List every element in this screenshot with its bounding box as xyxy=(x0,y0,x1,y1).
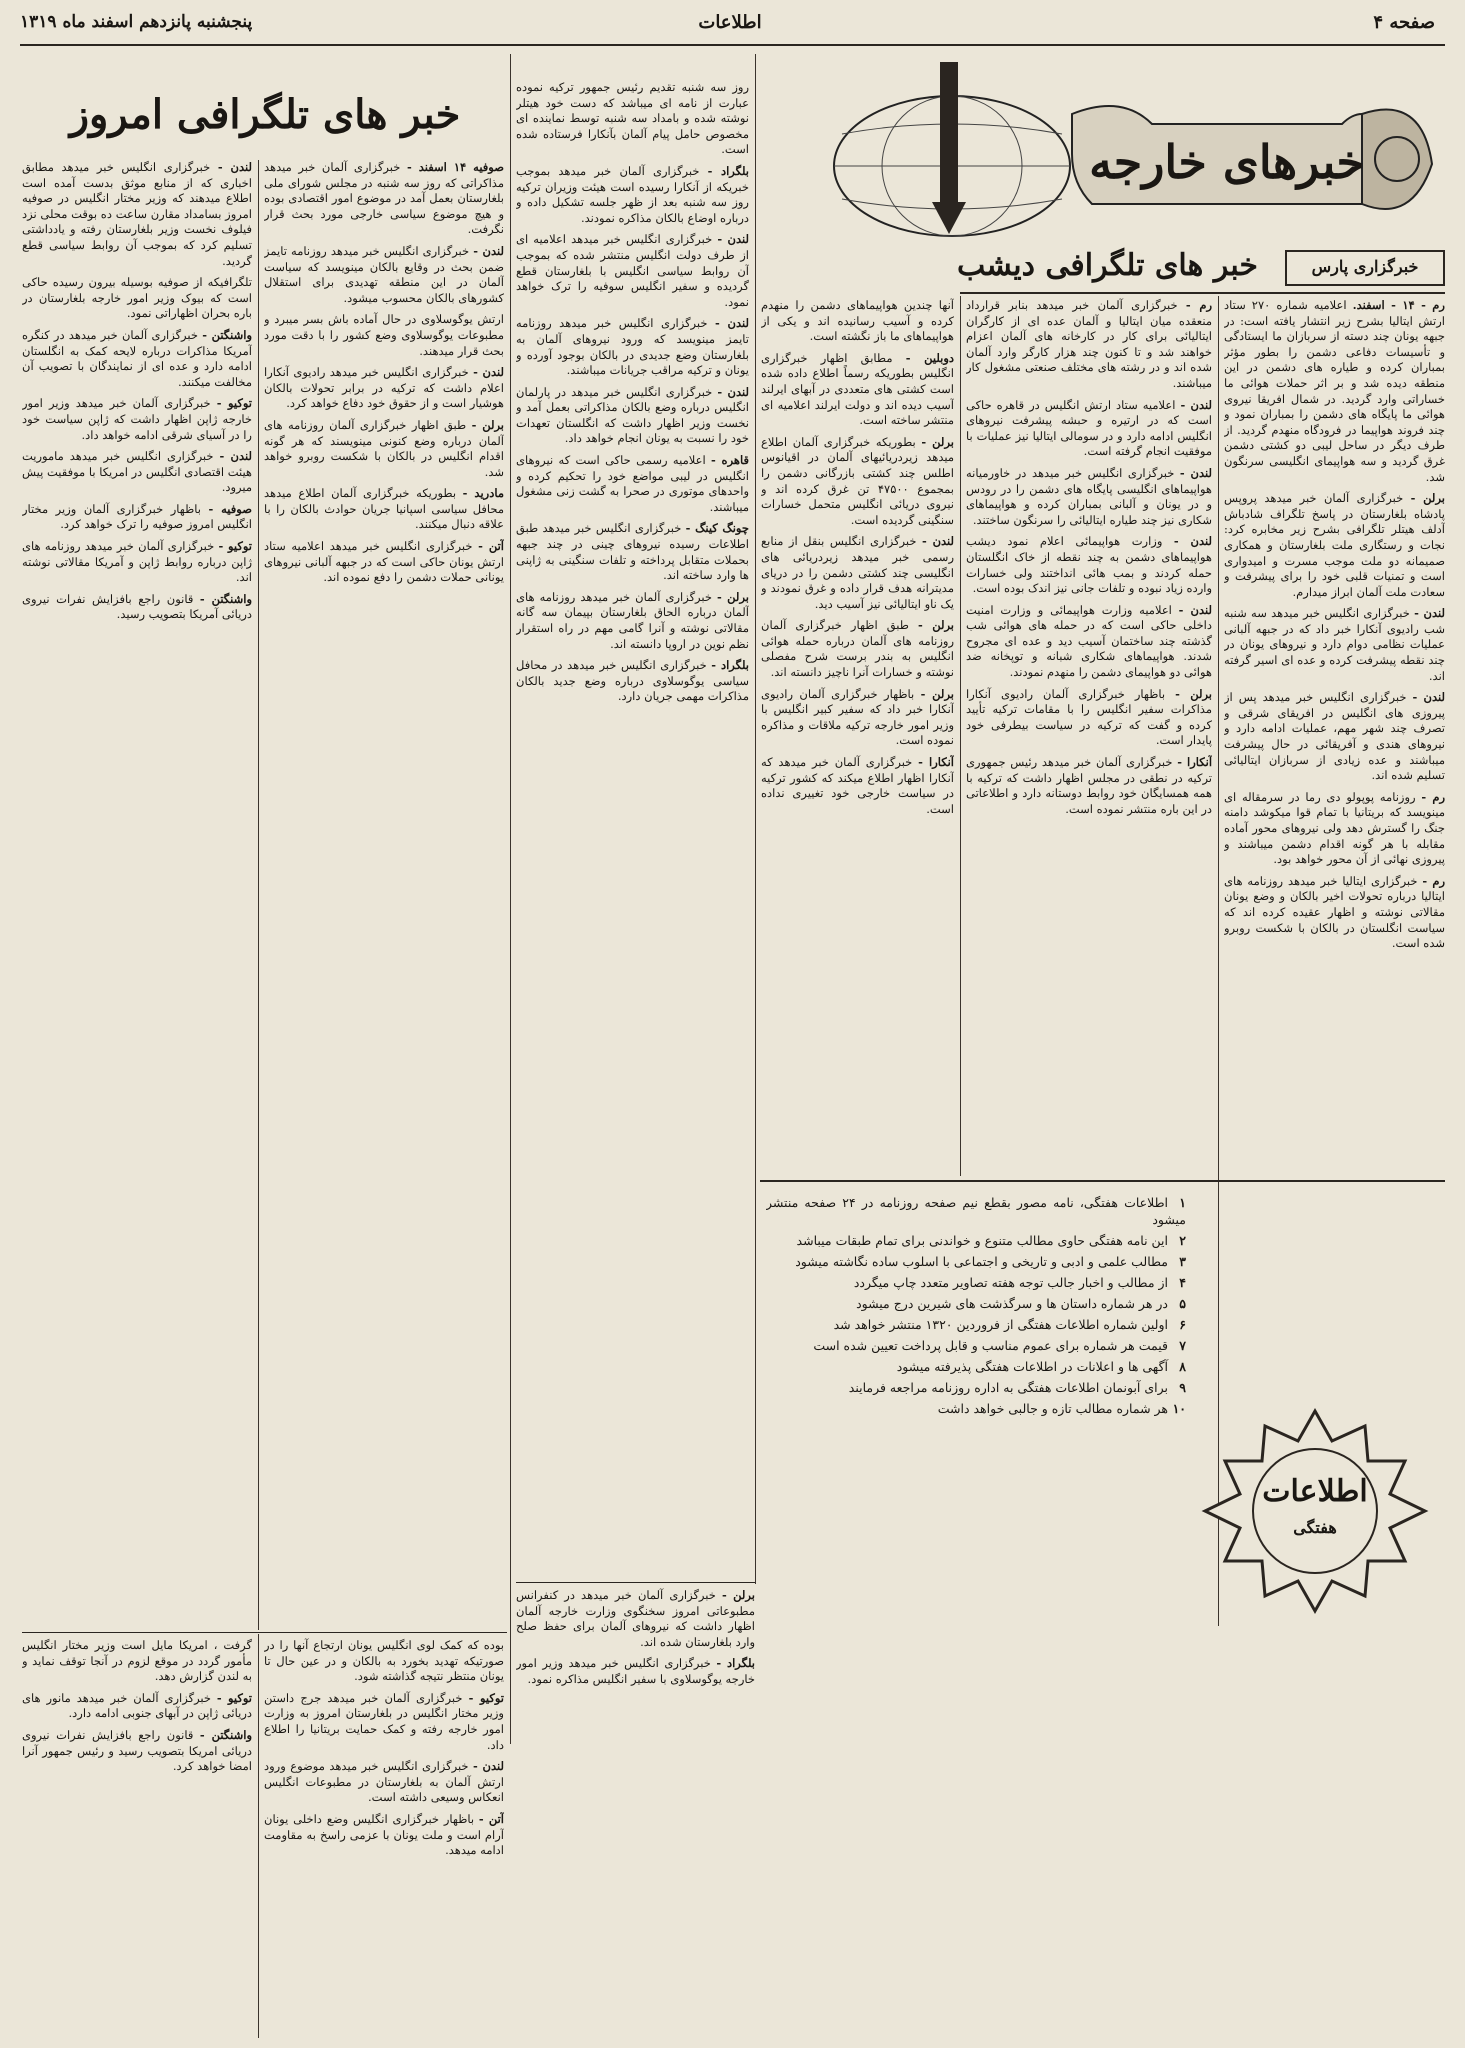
news-item xyxy=(264,312,504,359)
news-body: خبرگزاری آلمان خبر میدهد وزیر امور خارجه ژاپن اظهار داشت که ژاپن سیاست خود را در آسیای شرقی ادامه خواهد داد. xyxy=(22,396,252,442)
news-body: خبرگزاری ایتالیا خبر میدهد روزنامه های ایتالیا درباره تحولات اخیر بالکان و وضع یونان مقالاتی نوشته و اظهار عقیده کرده اند که سیاست انگلستان در بالکان با شکست روبرو شده است. xyxy=(1224,873,1445,951)
news-body: طبق اظهار خبرگزاری آلمان روزنامه های آلمان درباره وضع کنونی مینویسند که هر گونه اقدام انگلیس در بالکان با شکست روبرو خواهد شد. xyxy=(264,417,504,479)
news-item xyxy=(966,398,1212,460)
yesterday-2-list xyxy=(761,298,954,817)
news-dateline: رم - xyxy=(1185,298,1212,312)
news-item xyxy=(516,385,749,447)
news-body: روز سه شنبه تقدیم رئیس جمهور ترکیه نموده عبارت از نامه ای میباشد که دست خود هیتلر نوشته شده و بامداد سه شنبه توسط نماینده ای مخصوص حامل پیام آلمان بآنکارا فرستاده شده است. xyxy=(516,80,749,157)
news-body: خبرگزاری آلمان خبر میدهد بنابر قرارداد منعقده میان ایتالیا و آلمان عده ای از کارگران ایتالیائی برای کار در کارخانه های آلمان اعزام خواهند شد و تا کنون چند هزار کارگر وارد آلمان شده اند و در رشته های مختلف صنعتی مشغول کار میباشند. xyxy=(966,298,1212,390)
news-item xyxy=(516,232,749,310)
ad-item-number: ۵ xyxy=(1179,1296,1186,1311)
news-dateline: قاهره - xyxy=(711,453,749,468)
news-dateline: چونگ کینگ - xyxy=(685,521,749,536)
news-item xyxy=(966,603,1212,681)
ad-item-number: ۴ xyxy=(1179,1275,1186,1290)
news-body: وزارت هواپیمائی اعلام نمود دیشب هواپیماهای دشمن به چند نقطه از خاک انگلستان حمله کردند و بمب هائی انداختند ولی خسارات وارده زیاد نبوده و تلفات جانی نیز اندک بوده است. xyxy=(966,534,1212,596)
ad-top-rule xyxy=(760,1180,1445,1182)
news-body: خبرگزاری انگلیس خبر میدهد پس از پیروزی های انگلیس در افریقای شرقی و تصرف چند شهر مهم، عملیات ادامه دارد و نیروهای هندی و آفریقائی در حال پیشرفت میباشند و عده زیادی از سربازان ایتالیائی تسلیم شده اند. xyxy=(1224,690,1445,783)
ad-list-item xyxy=(766,1253,1186,1270)
news-dateline: آنکارا - xyxy=(918,755,954,770)
page-number xyxy=(1285,12,1435,33)
ad-list-item xyxy=(766,1274,1186,1291)
news-item xyxy=(264,1812,504,1859)
today-headline-box xyxy=(30,80,500,152)
news-body: باظهار خبرگزاری آلمان رادیوی آنکارا مذاکرات سفیر انگلیس را با مقامات ترکیه تأیید کرده و گفت که ترکیه در سیاست بیطرفی خود پایدار است. xyxy=(966,686,1212,748)
news-item xyxy=(22,449,252,496)
news-dateline: بلگراد - xyxy=(711,658,749,673)
ad-list-item xyxy=(766,1400,1186,1417)
news-body: خبرگزاری انگلیس خبر میدهد مطابق اخباری که از منابع موثق بدست آمده است اطلاع میدهند که وزیر مختار انگلیس در صوفیه امروز بسامداد مقارن ساعت ده بوقت محلی نزد فیلوف نخست وزیر بلغارستان رفته و یادداشتی تسلیم کرد که بموجب آن روابط سیاسی قطع گردید. xyxy=(22,160,252,268)
ad-item-text: از مطالب و اخبار جالب توجه هفته تصاویر متعدد چاپ میگردد xyxy=(853,1275,1168,1290)
news-body: خبرگزاری انگلیس خبر میدهد طبق اطلاعات رسیده نیروهای چینی در چند جبهه بحملات متقابل پرداخته و تلفات سنگینی به ژاپنی ها وارد ساخته اند. xyxy=(516,521,749,583)
news-body: خبرگزاری انگلیس خبر میدهد در محافل سیاسی یوگوسلاوی درباره وضع جدید بالکان مذاکرات مهمی جریان دارد. xyxy=(516,658,749,704)
page-label: صفحه ۴ xyxy=(1373,12,1435,33)
column-today-3 xyxy=(22,160,252,1630)
news-body: آنها چندین هواپیماهای دشمن را منهدم کرده و آسیب رسانیده اند و یکی از هواپیماهای ما باز نگشته است. xyxy=(761,298,954,344)
column-rule xyxy=(510,54,511,1744)
news-item xyxy=(264,244,504,306)
news-body: خبرگزاری انگلیس خبر میدهد اعلامیه ستاد ارتش یونان حاکی است که در جبهه آلبانی نیروهای یونانی حملات دشمن را دفع نموده اند. xyxy=(264,539,504,585)
news-body: ارتش یوگوسلاوی در حال آماده باش بسر میبرد و مطبوعات یوگوسلاوی وضع کشور را با دقت مورد بحث قرار میدهند. xyxy=(264,312,504,358)
yesterday-headline xyxy=(940,246,1275,286)
ad-item-text: قیمت هر شماره برای عموم مناسب و قابل پرداخت تعیین شده است xyxy=(813,1338,1168,1353)
news-body: خبرگزاری انگلیس خبر میدهد ماموریت هیئت اقتصادی انگلیس در امریکا با موفقیت پیش میرود. xyxy=(22,449,252,495)
news-item xyxy=(264,1759,504,1806)
news-dateline: لندن - xyxy=(921,534,954,549)
news-body: گرفت ، امریکا مایل است وزیر مختار انگلیس مأمور گردد در موقع لزوم در آنجا توقف نماید و به لندن گزارش دهد. xyxy=(22,1638,252,1684)
ad-item-text: این نامه هفتگی حاوی مطالب متنوع و خواندنی برای تمام طبقات میباشد xyxy=(796,1233,1168,1248)
news-dateline: دوبلین - xyxy=(905,350,954,365)
news-item xyxy=(966,298,1212,392)
news-item xyxy=(761,618,954,680)
ad-item-number: ۱۰ xyxy=(1172,1401,1186,1416)
news-dateline: توکیو - xyxy=(218,539,252,554)
ad-list-item xyxy=(766,1194,1186,1228)
news-item xyxy=(1224,690,1445,784)
news-item xyxy=(1224,491,1445,600)
column-rule xyxy=(258,160,259,1630)
yesterday-headline-text: خبر های تلگرافی دیشب xyxy=(957,248,1258,283)
news-item xyxy=(1224,874,1445,952)
news-item xyxy=(516,590,749,652)
seal-subtitle: هفتگی xyxy=(1293,1518,1337,1537)
news-body: بوده که کمک لوی انگلیس یونان ارتجاع آنها را در صورتیکه تهدید بخورد به بالکان و در عین حال تا یونان منتظر نتیجه گذاشته شود. xyxy=(264,1638,504,1684)
news-dateline: رم - xyxy=(1421,789,1445,804)
news-body: خبرگزاری آلمان خبر میدهد بموجب خبریکه از آنکارا رسیده است هیئت وزیران ترکیه روز سه شنبه بعد از ظهر جلسه تشکیل داده و درباره اوضاع بالکان مذاکره نمودند. xyxy=(516,163,749,225)
column-rule xyxy=(755,54,756,1584)
weekly-seal xyxy=(1200,1406,1430,1616)
ad-list-item xyxy=(766,1295,1186,1312)
news-body: اعلامیه شماره ۲۷۰ ستاد ارتش ایتالیا بشرح زیر انتشار یافته است: در جبهه یونان چند دسته از سربازان ما ایستادگی و تأسیسات دفاعی دشمن را بطور مؤثر بمباران کرده و طیاره های دشمن در این منطقه دیده شد و بر اثر حملات هوائی ما خساراتی وارد گردید. در شمال افریقا نیروی هوائی ما پایگاه های دشمن را بمباران نمود و چند فروند هواپیما در فرودگاه منهدم گردید. از طرف دیگر در ساحل لیبی دو کشتی دشمن غرق گردید و سه هواپیمای انگلیسی سرنگون شد. xyxy=(1224,298,1445,484)
news-body: خبرگزاری آلمان خبر میدهد که آنکارا اظهار اطلاع میکند که کشور ترکیه در سیاست خارجی خود تغییری نداده است. xyxy=(761,755,954,816)
news-dateline: لندن - xyxy=(714,316,749,331)
news-dateline: برلن - xyxy=(471,417,504,432)
news-dateline: آتن - xyxy=(478,539,504,554)
seal-title: اطلاعات xyxy=(1262,1474,1368,1509)
news-item xyxy=(22,160,252,269)
news-body: خبرگزاری آلمان خبر میدهد در کنفرانس مطبوعاتی امروز سخنگوی وزارت خارجه آلمان اظهار داشت که نیروهای آلمان برای حفظ صلح وارد بلغارستان شده اند. xyxy=(516,1588,755,1649)
news-dateline: واشنگتن - xyxy=(199,591,252,606)
news-dateline: لندن - xyxy=(1178,602,1212,617)
ad-list-item xyxy=(766,1379,1186,1396)
today-1-list xyxy=(516,80,749,705)
news-item xyxy=(22,328,252,390)
column-bottom-left xyxy=(22,1638,252,2038)
news-body: اعلامیه رسمی حاکی است که نیروهای انگلیس در لیبی مواضع خود را تحکیم کرده و واحدهای موتوری در صحرا به گشت زنی مشغول میباشند. xyxy=(516,453,749,514)
yesterday-1-list xyxy=(966,298,1212,817)
news-item xyxy=(22,275,252,322)
news-item xyxy=(22,502,252,533)
ad-item-number: ۷ xyxy=(1179,1338,1186,1353)
news-body: خبرگزاری انگلیس خبر میدهد اعلامیه ای از طرف دولت انگلیس منتشر شده که بموجب آن روابط سیاسی انگلیس با بلغارستان قطع گردیده و سفیر انگلیس سوفیه را ترک خواهد نمود. xyxy=(516,232,749,309)
news-dateline: لندن - xyxy=(1179,465,1212,480)
column-bottom-center-2 xyxy=(516,1588,755,2038)
ad-item-text: در هر شماره داستان ها و سرگذشت های شیرین درج میشود xyxy=(856,1296,1168,1311)
news-body: خبرگزاری انگلیس خبر میدهد وزیر امور خارجه یوگوسلاوی با سفیر انگلیس مذاکره نمود. xyxy=(516,1656,755,1686)
column-yesterday-1 xyxy=(966,298,1212,1176)
ad-item-text: اطلاعات هفتگی، نامه مصور بقطع نیم صفحه روزنامه در ۲۴ صفحه منتشر میشود xyxy=(766,1195,1186,1227)
news-body: خبرگزاری انگلیس خبر میدهد سه شنبه شب رادیوی آنکارا خبر داد که در جبهه آلبانی عملیات نظامی دوام دارد و نیروهای یونان در چند نقطه پیشرفت کرده و عده ای اسیر گرفته اند. xyxy=(1224,606,1445,683)
news-item xyxy=(516,658,749,705)
news-body: خبرگزاری آلمان خبر میدهد مذاکراتی که روز سه شنبه در مجلس شورای ملی بلغارستان بعمل آمد در موضوع امور اقتصادی بوده و هیچ موضوع سیاسی خارجی مورد بحث قرار نگرفت. xyxy=(264,160,504,237)
news-body: خبرگزاری انگلیس خبر میدهد روزنامه تایمز مینویسد که ورود نیروهای آلمان به بلغارستان وضع جدیدی در بالکان بوجود آورده و یونان و ترکیه مراقب جریانات میباشند. xyxy=(516,316,749,378)
news-item xyxy=(966,466,1212,528)
news-dateline: آتن - xyxy=(478,1811,504,1826)
news-dateline: بلگراد - xyxy=(716,1656,755,1671)
news-item xyxy=(761,687,954,749)
news-body: خبرگزاری آلمان خبر میدهد مانور های دریائی ژاپن در آبهای جنوبی ادامه دارد. xyxy=(22,1690,252,1721)
news-body: اعلامیه وزارت هواپیمائی و وزارت امنیت داخلی حاکی است که در حمله های هوائی شب گذشته چند ساختمان آسیب دید و عده ای مجروح شدند. هواپیماهای شکاری شبانه و توپخانه ضد هوائی دو هواپیمای دشمن را منهدم نمودند. xyxy=(966,602,1212,680)
column-rule xyxy=(960,296,961,1176)
news-body: قانون راجع بافزایش نفرات نیروی دریائی آمریکا بتصویب رسید. xyxy=(22,591,252,622)
news-dateline: لندن - xyxy=(1180,397,1212,412)
news-body: خبرگزاری آلمان خبر میدهد روزنامه های ژاپن درباره روابط ژاپن و آمریکا مقالاتی نوشته اند. xyxy=(22,539,252,585)
weekly-ad-list xyxy=(766,1194,1186,1624)
today-2-list xyxy=(264,160,504,586)
news-item xyxy=(761,755,954,817)
news-dateline: لندن - xyxy=(717,384,749,399)
news-dateline: لندن - xyxy=(473,243,504,258)
news-item xyxy=(264,1638,504,1685)
news-item xyxy=(966,755,1212,817)
ad-item-text: آگهی ها و اعلانات در اطلاعات هفتگی پذیرفته میشود xyxy=(896,1359,1168,1374)
bottom-center-list xyxy=(264,1638,504,1859)
news-item xyxy=(516,164,749,226)
paper-name xyxy=(640,12,820,33)
pars-list xyxy=(1224,298,1445,952)
news-dateline: لندن - xyxy=(472,1759,504,1774)
news-dateline: برلن - xyxy=(918,618,954,633)
news-item xyxy=(966,534,1212,596)
news-item xyxy=(516,316,749,378)
column-yesterday-2 xyxy=(761,298,954,1176)
ad-item-number: ۶ xyxy=(1179,1317,1186,1332)
news-dateline: لندن - xyxy=(717,232,749,247)
news-dateline: برلن - xyxy=(920,686,954,701)
news-item xyxy=(966,687,1212,749)
news-dateline: واشنگتن - xyxy=(202,327,252,342)
news-body: خبرگزاری انگلیس خبر میدهد در خاورمیانه هواپیماهای انگلیسی پایگاه های دشمن را در رودس و در یونان و آلبانی بمباران کرده و هواپیماهای شکاری نیز چند طیاره ایتالیائی را سرنگون ساختند. xyxy=(966,465,1212,527)
ad-item-text: هر شماره مطالب تازه و جالبی خواهد داشت xyxy=(937,1401,1168,1416)
ad-item-number: ۱ xyxy=(1179,1195,1186,1210)
news-item xyxy=(1224,298,1445,485)
today-headline: خبر های تلگرافی امروز xyxy=(69,91,461,138)
paper-name-text: اطلاعات xyxy=(698,12,762,33)
news-item xyxy=(516,80,749,158)
news-body: خبرگزاری آلمان خبر میدهد در کنگره آمریکا مذاکرات درباره لایحه کمک به انگلستان ادامه دارد و عده ای از نمایندگان با تصویب آن مخالفت میکنند. xyxy=(22,327,252,389)
news-dateline: بلگراد - xyxy=(707,163,749,178)
news-body: بطوریکه خبرگزاری آلمان اطلاع میدهد زیردریائیهای آلمان در اقیانوس اطلس چند کشتی بازرگانی دشمن را بمجموع ۴۷۵۰۰ تن غرق کرده اند و نیروی دریائی انگلیس متحمل خسارات سنگینی گردیده است. xyxy=(761,434,954,527)
news-dateline: توکیو - xyxy=(216,1690,252,1705)
date-line xyxy=(20,12,350,32)
ad-list-item xyxy=(766,1316,1186,1333)
masthead-rule xyxy=(20,44,1445,46)
news-dateline: برلن - xyxy=(921,434,954,449)
news-dateline: لندن - xyxy=(219,449,252,464)
news-dateline: رم - ۱۴ - اسفند. xyxy=(1352,298,1445,312)
news-body: بطوریکه خبرگزاری آلمان اطلاع میدهد محافل سیاسی اسپانیا جریان حوادث بالکان را با علاقه دنبال میکنند. xyxy=(264,486,504,532)
news-body: خبرگزاری انگلیس خبر میدهد در پارلمان انگلیس درباره وضع بالکان مذاکراتی بعمل آمد و نخست وزیر اظهار داشت که انگلستان تعهدات خود را نسبت به یونان انجام خواهد داد. xyxy=(516,384,749,446)
news-dateline: توکیو - xyxy=(216,396,252,411)
weekly-ad xyxy=(760,1186,1445,1626)
ad-item-text: مطالب علمی و ادبی و تاریخی و اجتماعی با اسلوب ساده نگاشته میشود xyxy=(795,1254,1168,1269)
today-3-list xyxy=(22,160,252,623)
date-line-text: پنجشنبه پانزدهم اسفند ماه ۱۳۱۹ xyxy=(20,12,253,32)
news-item xyxy=(516,1656,755,1687)
ad-item-number: ۸ xyxy=(1179,1359,1186,1374)
bottom-left-list xyxy=(22,1638,252,1775)
news-item xyxy=(22,1728,252,1775)
news-item xyxy=(264,539,504,586)
ad-item-number: ۲ xyxy=(1179,1233,1186,1248)
news-item xyxy=(22,1638,252,1685)
news-item xyxy=(264,486,504,533)
news-body: خبرگزاری انگلیس بنقل از منابع رسمی خبر میدهد زیردریائی های انگلیسی چند کشتی دشمن را در دریای مدیترانه هدف قرار داده و غرق نمودند و یک ناو ایتالیائی نیز آسیب دید. xyxy=(761,534,954,611)
news-item xyxy=(264,418,504,480)
news-dateline: لندن - xyxy=(473,365,504,380)
news-body: روزنامه پوپولو دی رما در سرمقاله ای مینویسد که بریتانیا با تمام قوا میکوشد دامنه جنگ را گسترش دهد ولی نیروهای محور آماده مقابله با هر گونه اقدام دشمن میباشند و پیروزی نهائی از آن محور خواهد بود. xyxy=(1224,789,1445,867)
news-dateline: مادرید - xyxy=(462,486,504,501)
news-body: خبرگزاری آلمان خبر میدهد پروپس پادشاه بلغارستان در پاسخ تلگراف شادباش آدلف هیتلر تلگرافی بشرح زیر مخابره کرد: نجات و رستگاری ملت بلغارستان و همکاری صمیمانه دو ملت موجب مسرت و امیدواری است و تمنیات قلبی خود را برای پیشرفت و سعادت ملت آلمان ابراز میدارم. xyxy=(1224,491,1445,599)
news-dateline: آنکارا - xyxy=(1177,755,1212,770)
news-dateline: لندن - xyxy=(1412,690,1445,705)
news-item xyxy=(761,534,954,612)
news-body: طبق اظهار خبرگزاری آلمان روزنامه های آلمان درباره حمله هوائی انگلیس به بندر برست شرح مفصلی نوشته و خسارات آنرا ناچیز دانسته اند. xyxy=(761,618,954,680)
news-item xyxy=(1224,606,1445,684)
news-dateline: رم - xyxy=(1422,873,1445,888)
news-item xyxy=(516,521,749,583)
news-item xyxy=(22,1691,252,1722)
news-dateline: لندن - xyxy=(1414,606,1445,621)
news-dateline: توکیو - xyxy=(468,1690,504,1705)
ad-item-text: اولین شماره اطلاعات هفتگی از فروردین ۱۳۲۰ منتشر خواهد شد xyxy=(833,1317,1168,1332)
news-body: تلگرافیکه از صوفیه بوسیله بیرون رسیده حاکی است که بیوک وزیر امور خارجه بلغارستان در باره بحران اظهاراتی نمود. xyxy=(22,275,252,321)
foreign-news-logo xyxy=(822,54,1442,244)
bottom-rule-center xyxy=(516,1582,755,1583)
column-bottom-center xyxy=(264,1638,504,2038)
news-body: خبرگزاری انگلیس خبر میدهد رادیوی آنکارا اعلام داشت که ترکیه در برابر تحولات بالکان هوشیار است و از حقوق خود دفاع خواهد کرد. xyxy=(264,365,504,411)
ad-item-number: ۹ xyxy=(1179,1380,1186,1395)
news-item xyxy=(264,1691,504,1753)
news-dateline: لندن - xyxy=(217,160,252,174)
news-dateline: صوفیه ۱۴ اسفند - xyxy=(406,160,504,174)
column-rule xyxy=(258,1634,259,2038)
column-today-1 xyxy=(516,80,749,1580)
news-dateline: برلن - xyxy=(1175,686,1212,701)
news-body: قانون راجع بافزایش نفرات نیروی دریائی امریکا بتصویب رسید و رئیس جمهور آنرا امضا خواهد کرد. xyxy=(22,1727,252,1774)
news-body: باظهار خبرگزاری انگلیس وضع داخلی یونان آرام است و ملت یونان با عزمی راسخ به مقاومت ادامه میدهد. xyxy=(264,1811,504,1858)
news-item xyxy=(761,351,954,429)
ad-item-text: برای آبونمان اطلاعات هفتگی به اداره روزنامه مراجعه فرمایند xyxy=(848,1380,1168,1395)
news-item xyxy=(22,539,252,586)
news-dateline: واشنگتن - xyxy=(199,1727,252,1742)
news-item xyxy=(761,435,954,529)
news-item xyxy=(264,160,504,238)
news-body: خبرگزاری آلمان خبر میدهد روزنامه های آلمان درباره الحاق بلغارستان بپیمان سه گانه مقالاتی نوشته و آنرا گامی مهم در راه استقرار نظم نوین در اروپا دانسته اند. xyxy=(516,589,749,651)
column-today-2 xyxy=(264,160,504,1630)
news-item xyxy=(516,1588,755,1650)
news-body: خبرگزاری انگلیس خبر میدهد روزنامه تایمز ضمن بحث در وقایع بالکان مینویسد که سیاست آلمان در این منطقه تهدیدی برای استقلال کشورهای بالکان محسوب میشود. xyxy=(264,243,504,305)
ad-item-number: ۳ xyxy=(1179,1254,1186,1269)
agency-name: خبرگزاری پارس xyxy=(1311,257,1419,276)
bottom-center-2-list xyxy=(516,1588,755,1688)
news-body: باظهار خبرگزاری آلمان وزیر مختار انگلیس امروز صوفیه را ترک خواهد کرد. xyxy=(22,501,252,532)
news-body: مطابق اظهار خبرگزاری انگلیس بطوریکه رسماً اطلاع داده شده است کشتی های متعددی در آبهای ایرلند آسیب دیده اند و دولت ایرلند اعلامیه ای منتشر ساخته است. xyxy=(761,350,954,428)
bottom-rule xyxy=(22,1632,507,1633)
ad-list-item xyxy=(766,1232,1186,1249)
ad-list-item xyxy=(766,1358,1186,1375)
news-item xyxy=(761,298,954,345)
news-item xyxy=(1224,790,1445,868)
news-dateline: لندن - xyxy=(1173,534,1212,549)
agency-box xyxy=(1285,250,1445,286)
seal-starburst-icon xyxy=(1200,1406,1430,1616)
news-dateline: صوفیه - xyxy=(208,501,252,516)
news-body: باظهار خبرگزاری آلمان رادیوی آنکارا خبر داد که سفیر کبیر انگلیس با وزیر امور خارجه ترکیه ملاقات و مذاکره نموده است. xyxy=(761,686,954,748)
news-item xyxy=(516,453,749,515)
news-item xyxy=(22,592,252,623)
news-body: خبرگزاری آلمان خبر میدهد جرج داستن وزیر مختار انگلیس در بلغارستان امروز به وزارت امور خارجه رفته و کمک حمایت بریتانیا را اطلاع داد. xyxy=(264,1690,504,1752)
news-body: خبرگزاری آلمان خبر میدهد رئیس جمهوری ترکیه در نطقی در مجلس اظهار داشت که ترکیه با همه همسایگان خود روابط دوستانه دارد و اطلاعاتی در این باره منتشر نموده است. xyxy=(966,755,1212,816)
ad-list-item xyxy=(766,1337,1186,1354)
news-body: خبرگزاری انگلیس خبر میدهد موضوع ورود ارتش آلمان به بلغارستان در مطبوعات انگلیس انعکاس وسیعی داشته است. xyxy=(264,1759,504,1805)
yesterday-rule xyxy=(960,292,1445,294)
news-dateline: برلن - xyxy=(721,1588,755,1602)
news-body: اعلامیه ستاد ارتش انگلیس در قاهره حاکی است که در ارتیره و حبشه پیشرفت نیروهای انگلیس ادامه دارد و در سومالی ایتالیا نیز عملیات با موفقیت انجام گرفته است. xyxy=(966,397,1212,459)
foreign-news-title: خبرهای خارجه xyxy=(1089,135,1365,189)
news-dateline: برلن - xyxy=(1410,491,1445,506)
news-item xyxy=(22,396,252,443)
news-dateline: برلن - xyxy=(717,589,749,604)
news-item xyxy=(264,365,504,412)
